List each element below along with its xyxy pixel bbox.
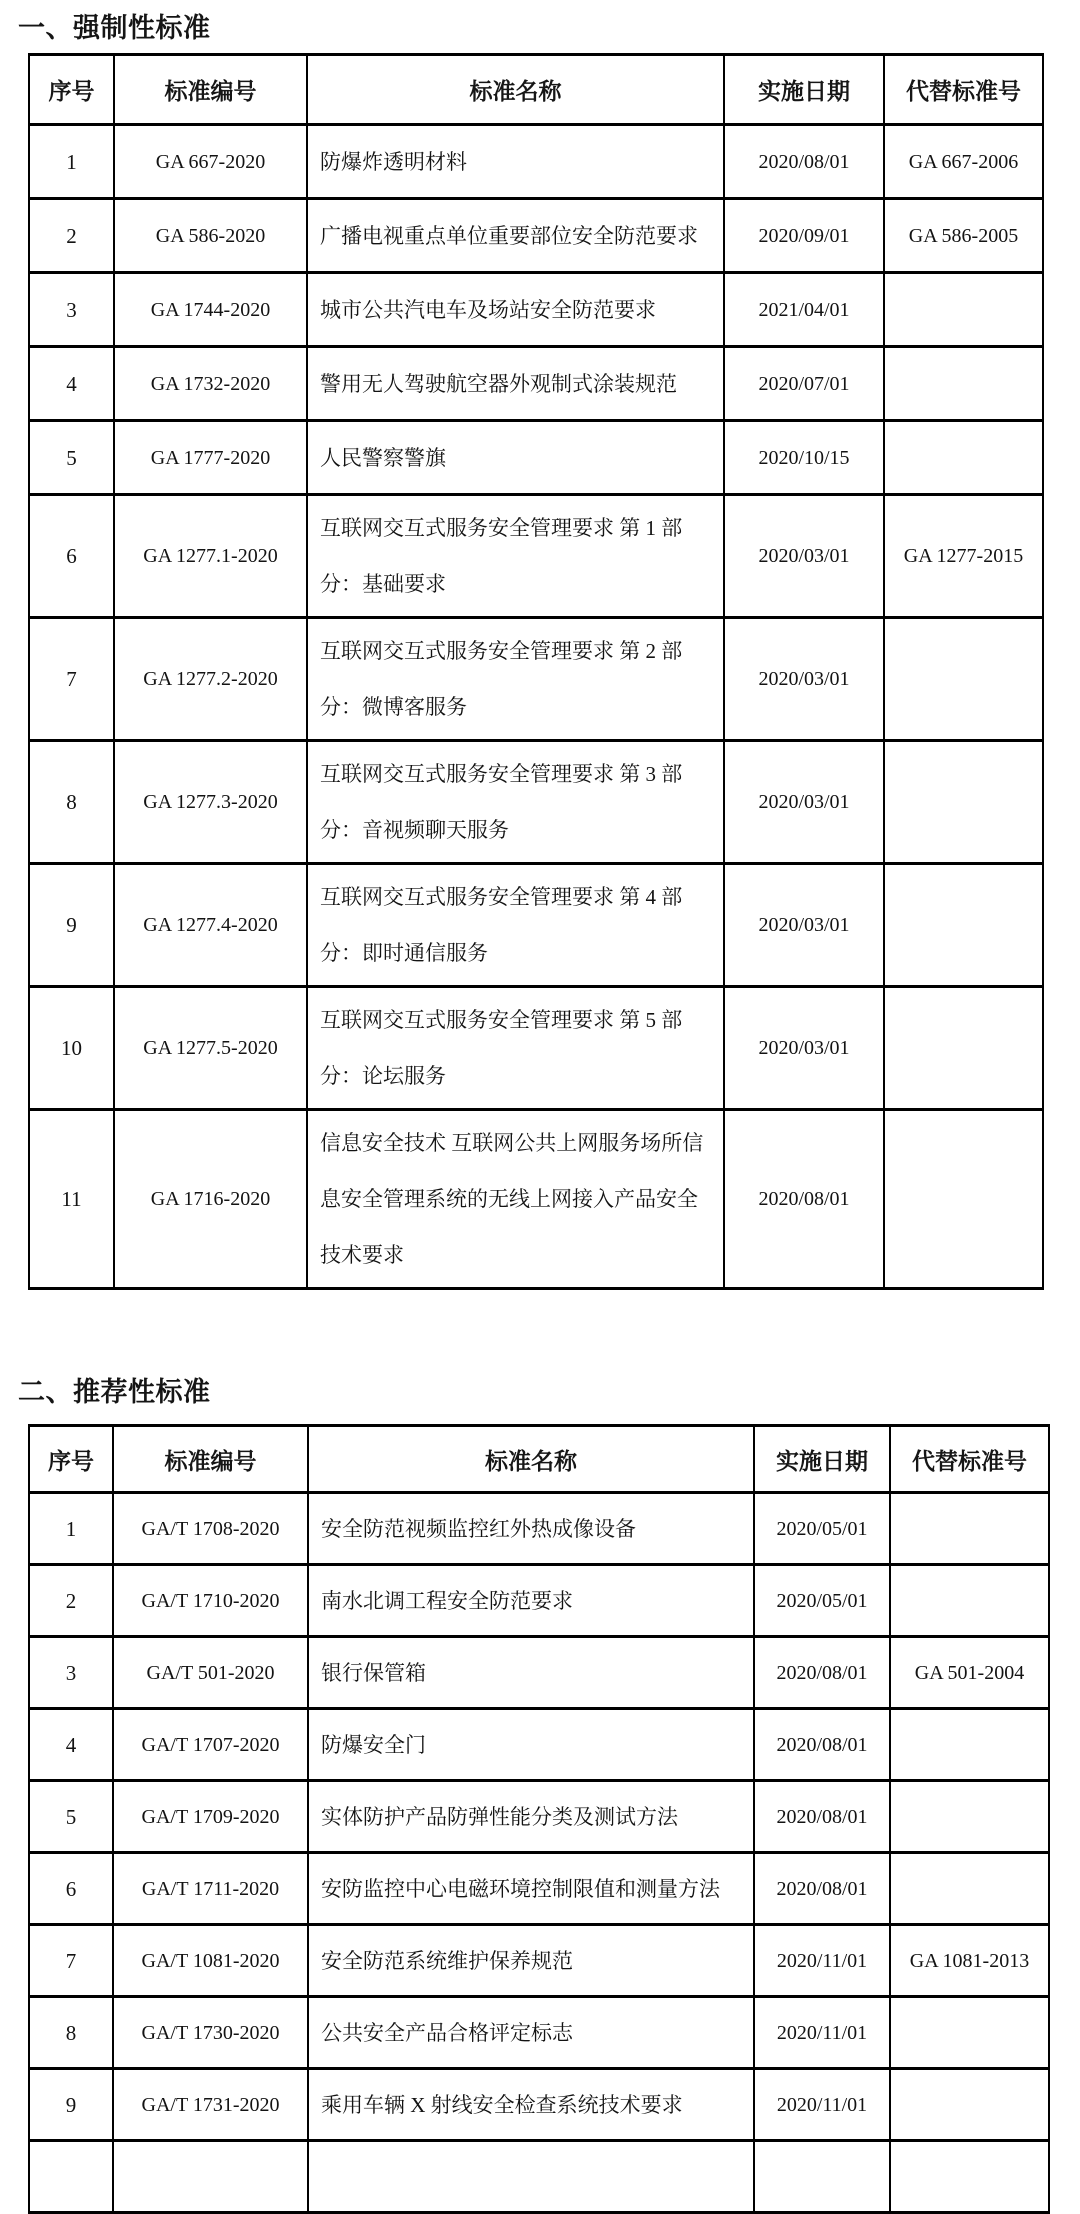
row-date: 2020/09/01	[724, 199, 884, 273]
row-date-empty	[754, 2141, 890, 2213]
row-code: GA/T 1708-2020	[113, 1493, 308, 1565]
row-no: 7	[29, 618, 114, 741]
row-replaces	[890, 1781, 1049, 1853]
row-replaces: GA 586-2005	[884, 199, 1043, 273]
table-row	[29, 199, 1043, 273]
table-row	[29, 421, 1043, 495]
table-row	[29, 1925, 1049, 1997]
row-date: 2020/08/01	[724, 1110, 884, 1289]
table-row	[29, 1637, 1049, 1709]
row-code-empty	[113, 2141, 308, 2213]
row-code: GA/T 501-2020	[113, 1637, 308, 1709]
row-code: GA/T 1710-2020	[113, 1565, 308, 1637]
row-date: 2020/11/01	[754, 1925, 890, 1997]
row-code: GA 1777-2020	[114, 421, 307, 495]
row-replaces: GA 667-2006	[884, 125, 1043, 199]
row-no: 3	[29, 273, 114, 347]
row-name: 警用无人驾驶航空器外观制式涂装规范	[307, 347, 724, 421]
row-replaces	[884, 987, 1043, 1110]
table-row	[29, 273, 1043, 347]
row-name-empty	[308, 2141, 754, 2213]
col-header-no: 序号	[29, 55, 114, 125]
section-title-mandatory: 一、强制性标准	[18, 13, 211, 43]
table-header	[29, 55, 1043, 125]
row-name: 防爆炸透明材料	[307, 125, 724, 199]
row-date: 2020/08/01	[724, 125, 884, 199]
col-header-replaces: 代替标准号	[884, 55, 1043, 125]
row-date: 2020/08/01	[754, 1709, 890, 1781]
row-date: 2020/08/01	[754, 1853, 890, 1925]
row-name: 实体防护产品防弹性能分类及测试方法	[308, 1781, 754, 1853]
row-no: 7	[29, 1925, 113, 1997]
row-no: 3	[29, 1637, 113, 1709]
row-no: 4	[29, 1709, 113, 1781]
row-no: 8	[29, 1997, 113, 2069]
row-replaces	[884, 273, 1043, 347]
row-code: GA 1744-2020	[114, 273, 307, 347]
row-date: 2020/07/01	[724, 347, 884, 421]
row-code: GA 586-2020	[114, 199, 307, 273]
row-date: 2020/03/01	[724, 864, 884, 987]
row-code: GA 1277.4-2020	[114, 864, 307, 987]
row-code: GA/T 1081-2020	[113, 1925, 308, 1997]
row-code: GA 1277.3-2020	[114, 741, 307, 864]
row-date: 2020/03/01	[724, 987, 884, 1110]
table-row-partial	[29, 2141, 1049, 2213]
table-row	[29, 741, 1043, 864]
row-replaces	[884, 1110, 1043, 1289]
mandatory-standards-table	[28, 53, 1044, 1290]
row-no: 8	[29, 741, 114, 864]
table-row	[29, 1709, 1049, 1781]
table-row	[29, 2069, 1049, 2141]
row-name: 人民警察警旗	[307, 421, 724, 495]
col-header-replaces: 代替标准号	[890, 1426, 1049, 1493]
row-no-empty	[29, 2141, 113, 2213]
row-code: GA 667-2020	[114, 125, 307, 199]
row-name: 公共安全产品合格评定标志	[308, 1997, 754, 2069]
table-row	[29, 618, 1043, 741]
row-no: 6	[29, 495, 114, 618]
row-date: 2020/08/01	[754, 1781, 890, 1853]
col-header-code: 标准编号	[114, 55, 307, 125]
row-date: 2021/04/01	[724, 273, 884, 347]
header-row	[29, 55, 1043, 125]
row-name: 乘用车辆 X 射线安全检查系统技术要求	[308, 2069, 754, 2141]
row-name: 互联网交互式服务安全管理要求 第 2 部分：微博客服务	[307, 618, 724, 741]
table-header	[29, 1426, 1049, 1493]
row-code: GA/T 1731-2020	[113, 2069, 308, 2141]
table-row	[29, 1565, 1049, 1637]
row-date: 2020/05/01	[754, 1493, 890, 1565]
row-no: 2	[29, 199, 114, 273]
header-row	[29, 1426, 1049, 1493]
row-replaces	[890, 2069, 1049, 2141]
table-row	[29, 1493, 1049, 1565]
table-row	[29, 1110, 1043, 1289]
col-header-code: 标准编号	[113, 1426, 308, 1493]
row-code: GA/T 1730-2020	[113, 1997, 308, 2069]
row-no: 11	[29, 1110, 114, 1289]
col-header-no: 序号	[29, 1426, 113, 1493]
col-header-name: 标准名称	[307, 55, 724, 125]
row-name: 城市公共汽电车及场站安全防范要求	[307, 273, 724, 347]
row-replaces	[890, 1853, 1049, 1925]
row-code: GA/T 1711-2020	[113, 1853, 308, 1925]
row-code: GA 1277.2-2020	[114, 618, 307, 741]
row-no: 6	[29, 1853, 113, 1925]
row-name: 信息安全技术 互联网公共上网服务场所信息安全管理系统的无线上网接入产品安全技术要求	[307, 1110, 724, 1289]
col-header-date: 实施日期	[754, 1426, 890, 1493]
table-body	[29, 1493, 1049, 2213]
row-replaces-empty	[890, 2141, 1049, 2213]
section-recommended-standards	[0, 1377, 1080, 2214]
row-replaces	[890, 1709, 1049, 1781]
table-row	[29, 1997, 1049, 2069]
row-replaces: GA 1277-2015	[884, 495, 1043, 618]
table-row	[29, 347, 1043, 421]
row-date: 2020/03/01	[724, 741, 884, 864]
row-name: 互联网交互式服务安全管理要求 第 3 部分：音视频聊天服务	[307, 741, 724, 864]
row-replaces	[884, 618, 1043, 741]
table-row	[29, 495, 1043, 618]
row-date: 2020/05/01	[754, 1565, 890, 1637]
table-body	[29, 125, 1043, 1289]
section-title-recommended: 二、推荐性标准	[18, 1377, 211, 1407]
table-row	[29, 987, 1043, 1110]
row-no: 1	[29, 125, 114, 199]
row-name: 安防监控中心电磁环境控制限值和测量方法	[308, 1853, 754, 1925]
row-name: 互联网交互式服务安全管理要求 第 5 部分：论坛服务	[307, 987, 724, 1110]
row-replaces	[890, 1565, 1049, 1637]
row-code: GA 1732-2020	[114, 347, 307, 421]
col-header-name: 标准名称	[308, 1426, 754, 1493]
row-date: 2020/11/01	[754, 1997, 890, 2069]
row-replaces	[884, 741, 1043, 864]
row-date: 2020/11/01	[754, 2069, 890, 2141]
row-date: 2020/03/01	[724, 495, 884, 618]
row-no: 1	[29, 1493, 113, 1565]
row-date: 2020/10/15	[724, 421, 884, 495]
row-no: 9	[29, 864, 114, 987]
row-no: 5	[29, 1781, 113, 1853]
row-replaces	[890, 1493, 1049, 1565]
row-no: 2	[29, 1565, 113, 1637]
row-no: 4	[29, 347, 114, 421]
row-replaces	[884, 864, 1043, 987]
row-replaces: GA 501-2004	[890, 1637, 1049, 1709]
table-row	[29, 864, 1043, 987]
row-code: GA/T 1709-2020	[113, 1781, 308, 1853]
row-no: 5	[29, 421, 114, 495]
row-name: 互联网交互式服务安全管理要求 第 1 部分：基础要求	[307, 495, 724, 618]
row-replaces	[884, 421, 1043, 495]
row-code: GA 1277.1-2020	[114, 495, 307, 618]
row-date: 2020/08/01	[754, 1637, 890, 1709]
row-replaces	[890, 1997, 1049, 2069]
row-name: 南水北调工程安全防范要求	[308, 1565, 754, 1637]
row-no: 9	[29, 2069, 113, 2141]
row-name: 防爆安全门	[308, 1709, 754, 1781]
col-header-date: 实施日期	[724, 55, 884, 125]
row-replaces	[884, 347, 1043, 421]
section-mandatory-standards	[0, 13, 1080, 1290]
table-row	[29, 125, 1043, 199]
table-row	[29, 1853, 1049, 1925]
row-name: 银行保管箱	[308, 1637, 754, 1709]
row-no: 10	[29, 987, 114, 1110]
row-date: 2020/03/01	[724, 618, 884, 741]
row-name: 广播电视重点单位重要部位安全防范要求	[307, 199, 724, 273]
row-name: 安全防范视频监控红外热成像设备	[308, 1493, 754, 1565]
row-replaces: GA 1081-2013	[890, 1925, 1049, 1997]
table-row	[29, 1781, 1049, 1853]
row-code: GA/T 1707-2020	[113, 1709, 308, 1781]
row-code: GA 1716-2020	[114, 1110, 307, 1289]
row-name: 安全防范系统维护保养规范	[308, 1925, 754, 1997]
recommended-standards-table	[28, 1424, 1050, 2214]
row-code: GA 1277.5-2020	[114, 987, 307, 1110]
row-name: 互联网交互式服务安全管理要求 第 4 部分：即时通信服务	[307, 864, 724, 987]
